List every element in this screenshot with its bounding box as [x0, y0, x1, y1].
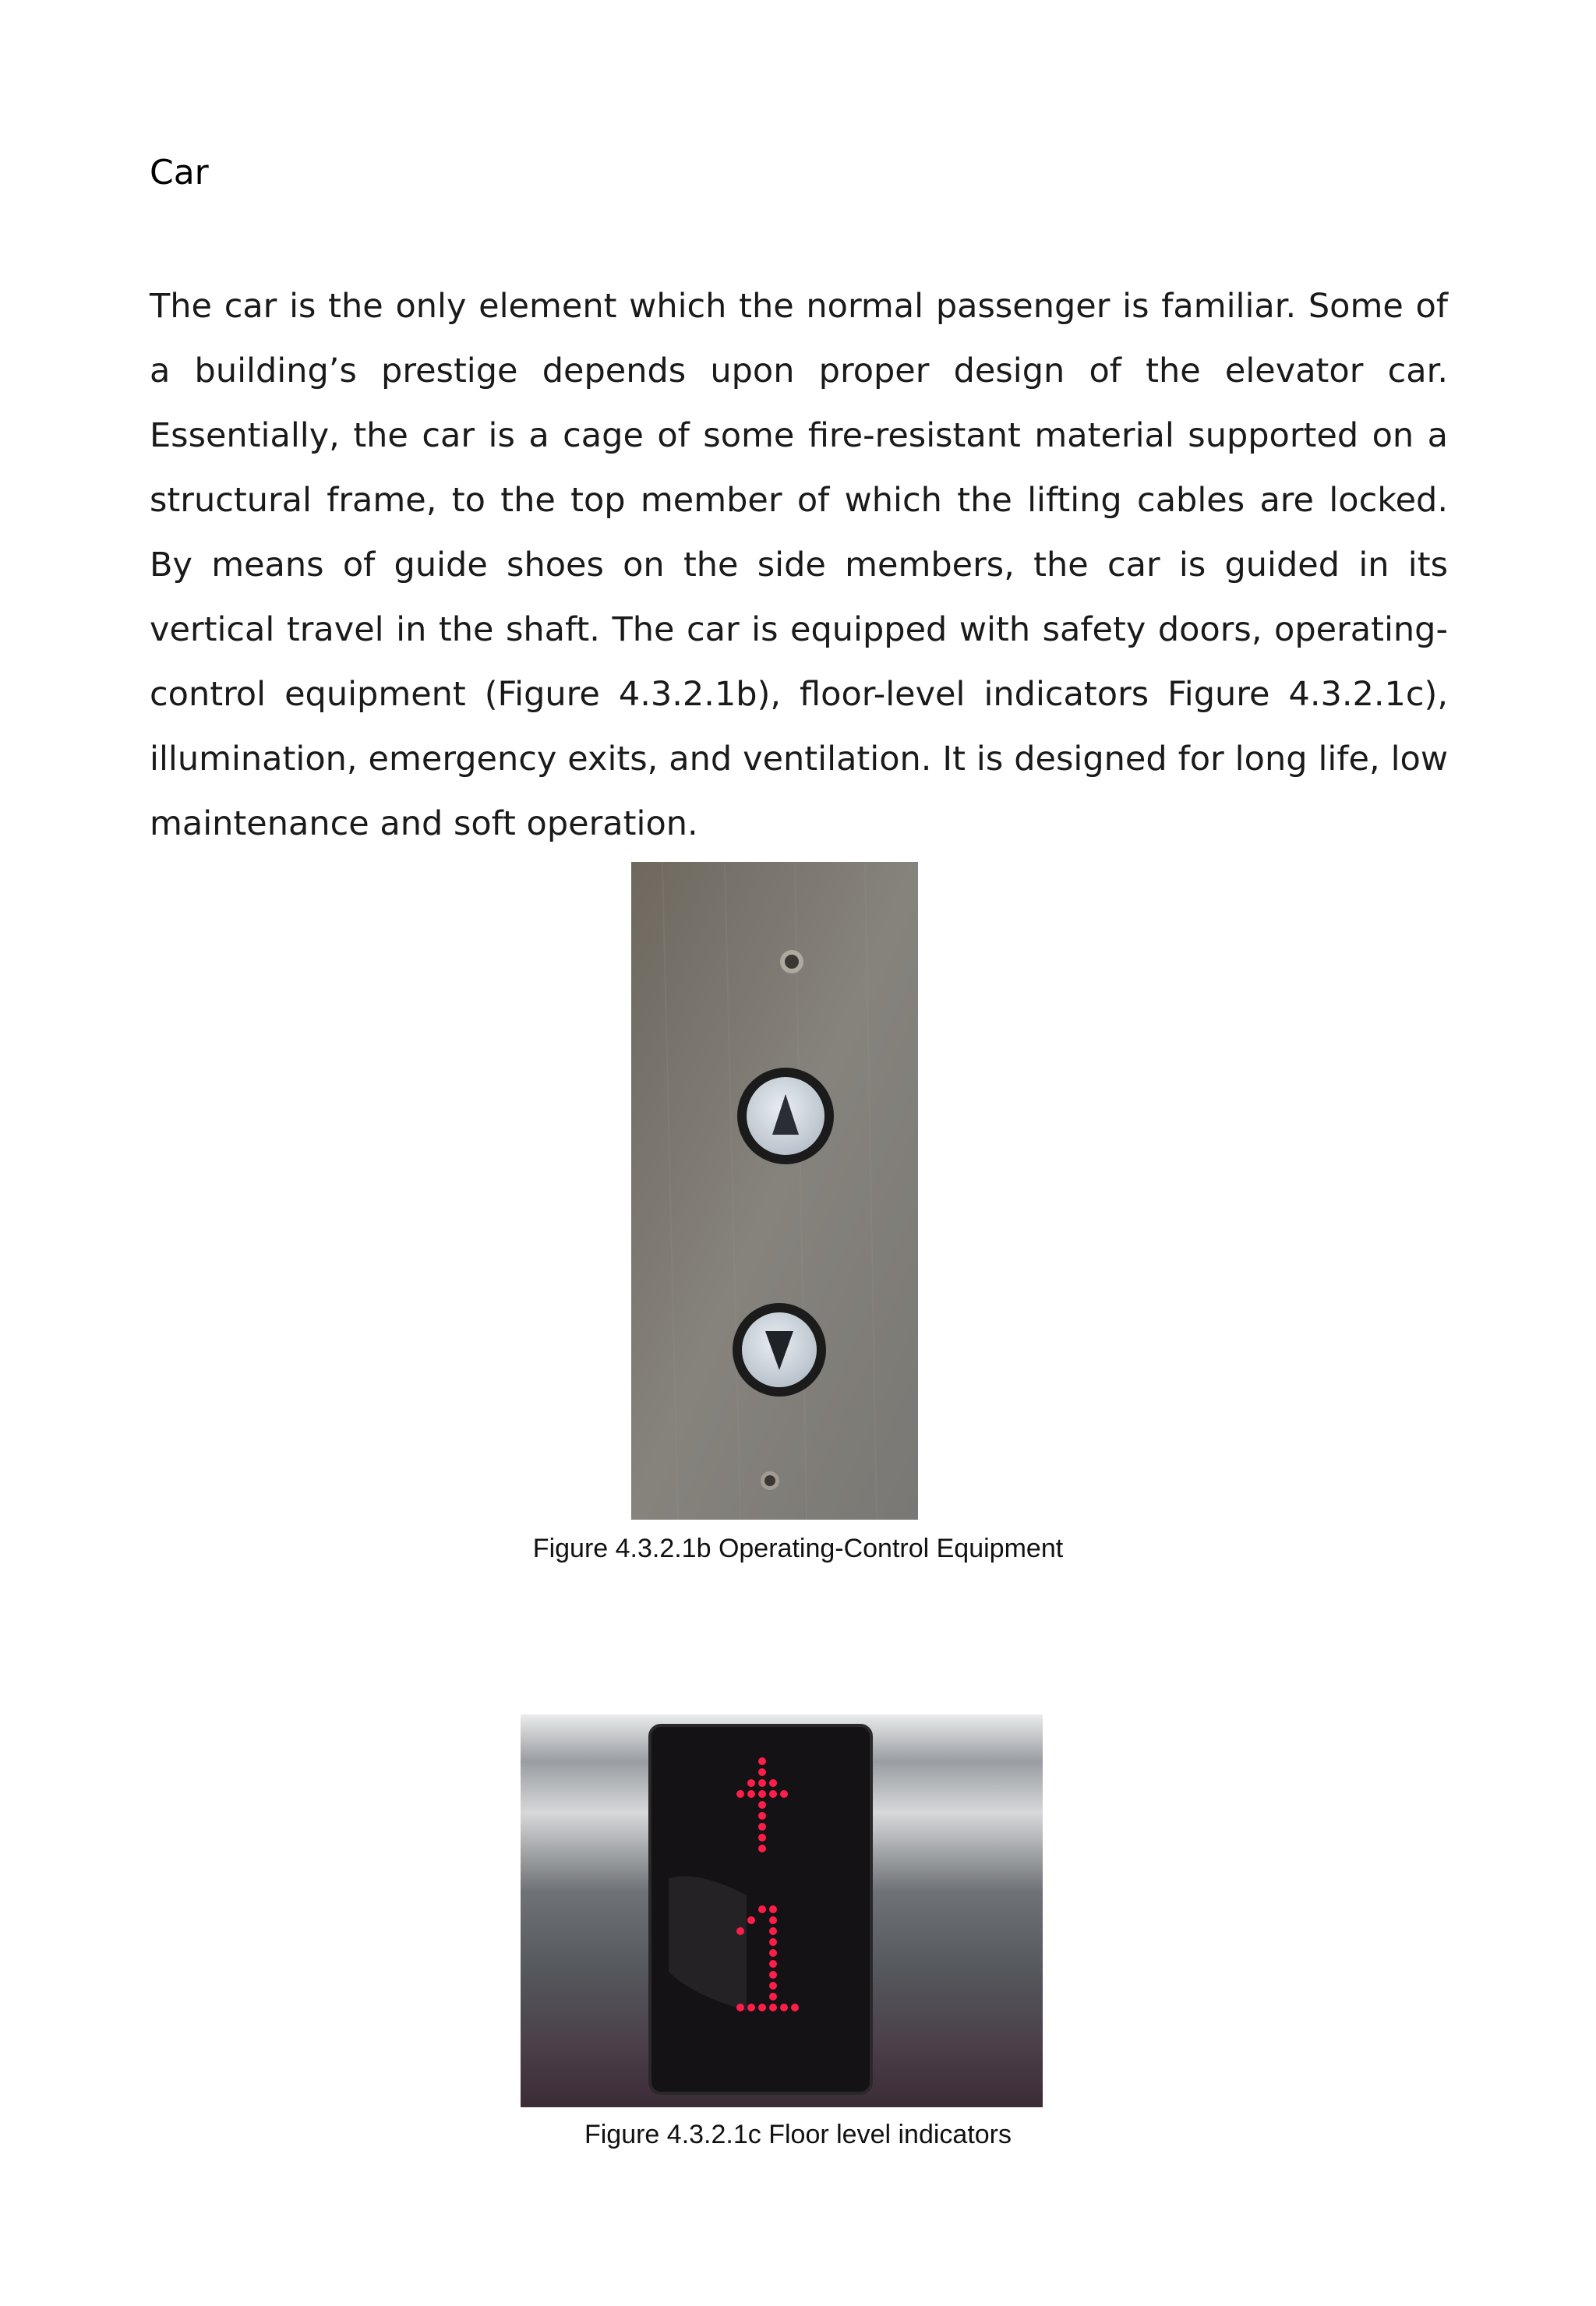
- figure-caption-c: Figure 4.3.2.1c Floor level indicators: [584, 2120, 1012, 2149]
- body-paragraph: The car is the only element which the normal passenger is familiar. Some of a building’s prestige depends upon proper design of the elevator car. Essentially, the car is a cage of some fire-resistant material supported on a structural frame, to the top member of which the lifting cables are locked. By means of guide shoes on the side members, the car is guided in its vertical travel in the shaft. The car is equipped with safety doors, operating-control equipment (Figure 4.3.2.1b), floor-level indicators Figure 4.3.2.1c), illumination, emergency exits, and ventilation. It is designed for long life, low maintenance and soft operation.: [150, 287, 1448, 843]
- floor-indicator-photo: [521, 1714, 1043, 2107]
- screw-icon: [780, 950, 803, 973]
- down-arrow-icon: [733, 1303, 826, 1397]
- operating-control-photo: [631, 862, 918, 1520]
- figure-caption-b: Figure 4.3.2.1b Operating-Control Equipment: [532, 1534, 1064, 1563]
- up-arrow-icon: [737, 1068, 834, 1164]
- screw-icon: [761, 1471, 779, 1490]
- section-heading: Car: [150, 153, 209, 192]
